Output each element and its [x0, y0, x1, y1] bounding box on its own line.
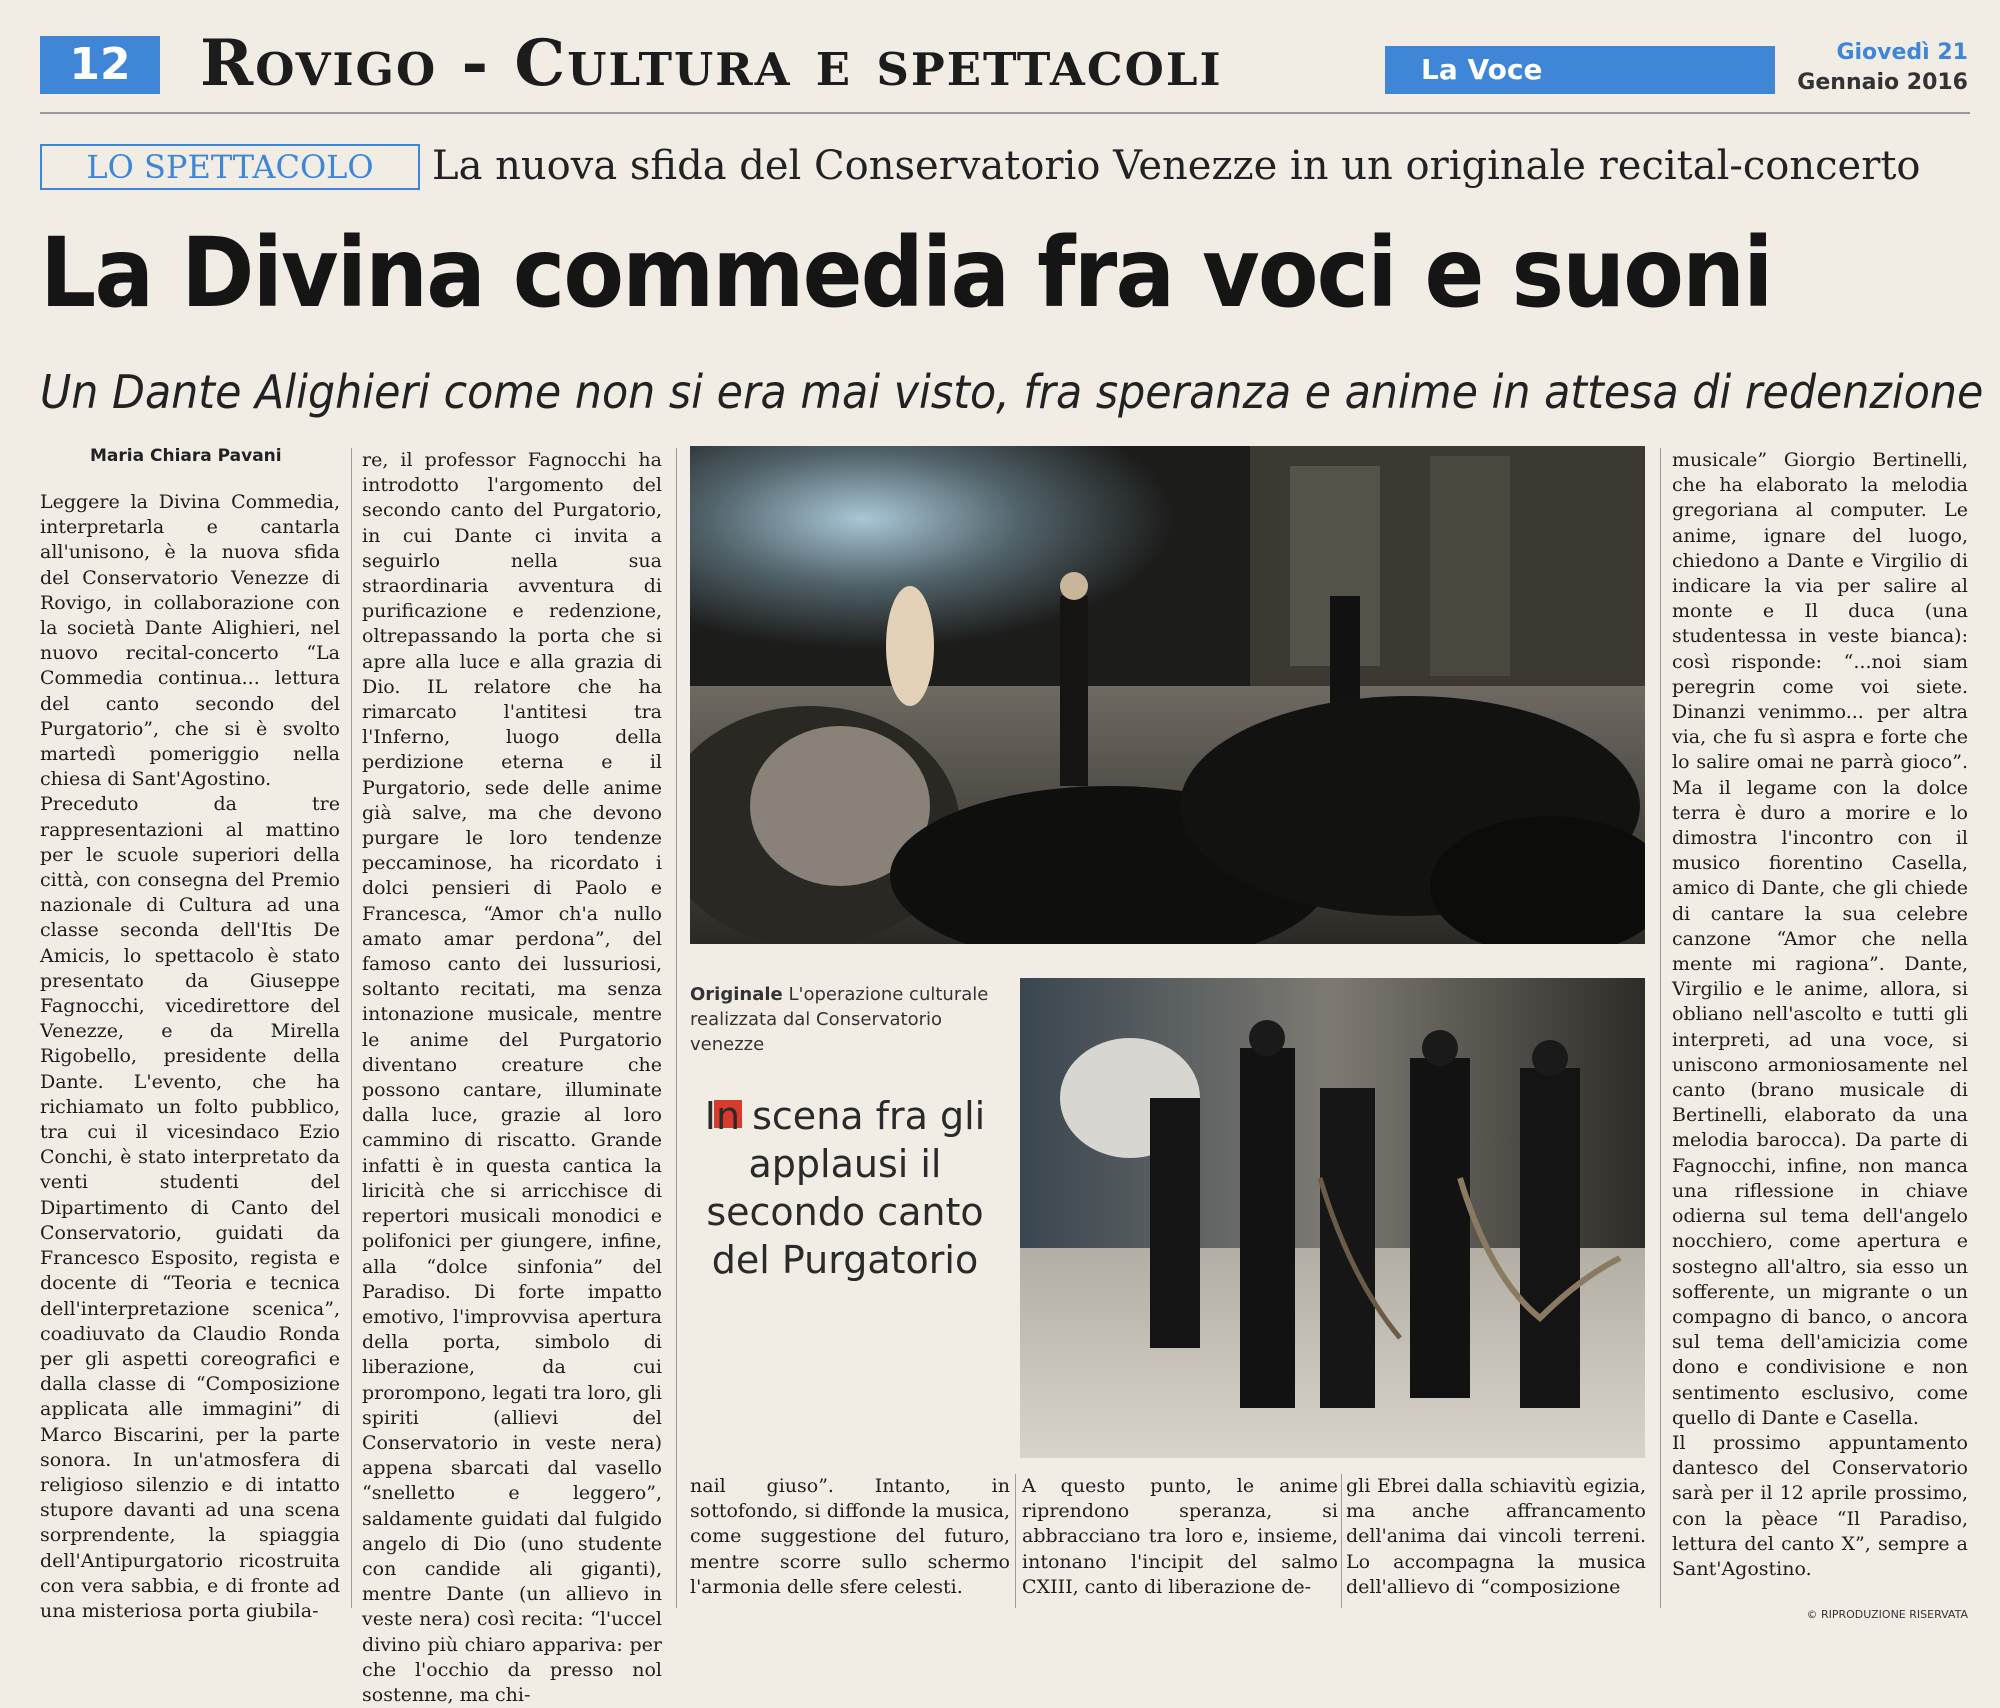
caption-lead: Originale	[690, 984, 783, 1005]
overline: La nuova sfida del Conservatorio Venezze in un originale recital-concerto	[432, 143, 1921, 189]
author-byline: Maria Chiara Pavani	[90, 446, 282, 466]
headline: La Divina commedia fra voci e suoni	[40, 217, 1772, 329]
column-divider	[1660, 448, 1661, 1608]
newspaper-name: La Voce	[1385, 46, 1775, 94]
paragraph: re, il professor Fagnocchi ha introdotto l'argomento del secondo canto del Purgatorio, in cui Dante ci invita a seguirlo nella sua straordinaria avventura di purificazione e redenzione, oltrepassando la porta che si apre alla luce e alla grazia di Dio. IL relatore che ha rimarcato l'antitesi tra l'Inferno, luogo della perdizione eterna e il Purgatorio, sede delle anime già salve, ma che devono purgare le loro tendenze peccaminose, ha ricordato i dolci pensieri di Paolo e Francesca, “Amor ch'a nullo amato amar perdona”, del famoso canto dei lussuriosi, soltanto recitati, ma senza intonazione musicale, mentre le anime del Purgatorio diventano creature che possono cantare, illuminate dalla luce, grazie al loro cammino di riscatto. Grande infatti è in questa cantica la liricità che si arricchisce di repertori musicali monodici e polifonici per giungere, infine, alla “dolce sinfonia” del Paradiso. Di forte impatto emotivo, l'improvvisa apertura della porta, simbolo di liberazione, da cui prorompono, legati tra loro, gli spiriti (allievi del Conservatorio in veste nera) appena sbarcati dal vasello “snelletto e leggero”, saldamente guidati dal fulgido angelo di Dio (uno studente con candide ali giganti), mentre Dante (un allievo in veste nera) così recita: “l'uccel divino più chiaro appariva: per che l'occhio da presso nol sostenne, ma chi-	[362, 449, 662, 1706]
paragraph: musicale” Giorgio Bertinelli, che ha elaborato la melodia gregoriana al computer. Le anime, ignare del luogo, chiedono a Dante e Virgilio di indicare la via per salire al monte e Il duca (una studentessa in veste bianca): così risponde: “...noi siam peregrin come voi siete. Dinanzi venimmo... per altra via, che fu sì aspra e forte che lo salire omai ne parrà gioco”. Ma il legame con la dolce terra è duro a morire e lo dimostra l'incontro con il musico fiorentino Casella, amico di Dante, che gli chiede di cantare la sua celebre canzone “Amor che nella mente mi ragiona”. Dante, Virgilio e le anime, allora, si obliano nell'ascolto e tutti gli interpreti, ad una voce, si uniscono armoniosamente nel canto (brano musicale di Bertinelli, elaborato da una melodia barocca). Da parte di Fagnocchi, infine, non manca una riflessione in chiave odierna sul tema dell'angelo nocchiero, come apertura e sostegno all'altro, sia esso un sofferente, un migrante o un compagno di banco, o ancora sul tema dell'amicizia come dono e condivisione e non sentimento esclusivo, come quello di Dante e Casella.	[1672, 449, 1968, 1429]
article-column-6	[1672, 448, 1968, 1598]
article-column-5	[1346, 1474, 1646, 1608]
page-number: 12	[40, 36, 160, 94]
article-column-1	[40, 490, 340, 1622]
copyright-notice: © RIPRODUZIONE RISERVATA	[1806, 1608, 1968, 1621]
kicker-label: LO SPETTACOLO	[40, 144, 420, 190]
paragraph: Il prossimo appuntamento dantesco del Conservatorio sarà per il 12 aprile prossimo, con la pèace “Il Paradiso, lettura del canto X”, sempre a Sant'Agostino.	[1672, 1431, 1968, 1580]
header-rule	[40, 112, 1970, 114]
column-divider	[1341, 1474, 1342, 1608]
article-column-3	[690, 1474, 1010, 1608]
issue-date	[1790, 38, 1968, 104]
paragraph: Preceduto da tre rappresentazioni al mattino per le scuole superiori della città, con consegna del Premio nazionale di Cultura ad una classe seconda dell'Itis De Amicis, lo spettacolo è stato presentato da Giuseppe Fagnocchi, vicedirettore del Venezze, e da Mirella Rigobello, presidente della Dante. L'evento, che ha richiamato un folto pubblico, tra cui il vicesindaco Ezio Conchi, è stato interpretato da venti studenti del Dipartimento di Canto del Conservatorio, guidati da Francesco Esposito, regista e docente di “Teoria e tecnica dell'interpretazione scenica”, coadiuvato da Claudio Ronda per gli aspetti coreografici e dalla classe di “Composizione applicata alle immagini” di Marco Biscarini, per la parte sonora. In un'atmosfera di religioso silenzio e di intatto stupore davanti ad una scena sorprendente, la spiaggia dell'Antipurgatorio ricostruita con vera sabbia, e di fronte ad una misteriosa porta giubila-	[40, 793, 340, 1622]
paragraph: A questo punto, le anime riprendono speranza, si abbracciano tra loro e, insieme, intonano l'incipit del salmo CXIII, canto di liberazione de-	[1022, 1475, 1338, 1598]
paragraph: nail giuso”. Intanto, in sottofondo, si diffonde la musica, come suggestione del futuro, mentre scorre sullo schermo l'armonia delle sfere celesti.	[690, 1475, 1010, 1598]
section-title: Rovigo - Cultura e spettacoli	[200, 26, 1223, 101]
article-column-2	[362, 448, 662, 1706]
date-weekday: Giovedì 21	[1836, 40, 1968, 65]
date-month-year: Gennaio 2016	[1797, 70, 1968, 95]
article-column-4	[1022, 1474, 1338, 1608]
pullquote: In scena fra gli applausi il secondo canto del Purgatorio	[704, 1094, 986, 1282]
photo-caption	[690, 982, 990, 1062]
paragraph: Leggere la Divina Commedia, interpretarla e cantarla all'unisono, è la nuova sfida del Conservatorio Venezze di Rovigo, in collaborazione con la società Dante Alighieri, nel nuovo recital-concerto “La Commedia continua... lettura del canto secondo del Purgatorio”, che si è svolto martedì pomeriggio nella chiesa di Sant'Agostino.	[40, 491, 340, 791]
performance-photo-dancers	[1020, 978, 1645, 1458]
caption-text: L'operazione culturale realizzata dal Conservatorio venezze	[690, 984, 989, 1055]
subheadline: Un Dante Alighieri come non si era mai visto, fra speranza e anime in attesa di redenzione	[40, 365, 1984, 419]
paragraph: gli Ebrei dalla schiavitù egizia, ma anche affrancamento dell'anima dai vincoli terreni. Lo accompagna la musica dell'allievo di “composizione	[1346, 1475, 1646, 1598]
column-divider	[351, 448, 352, 1608]
performance-photo-main	[690, 446, 1645, 944]
column-divider	[1015, 1474, 1016, 1608]
column-divider	[676, 448, 677, 1608]
